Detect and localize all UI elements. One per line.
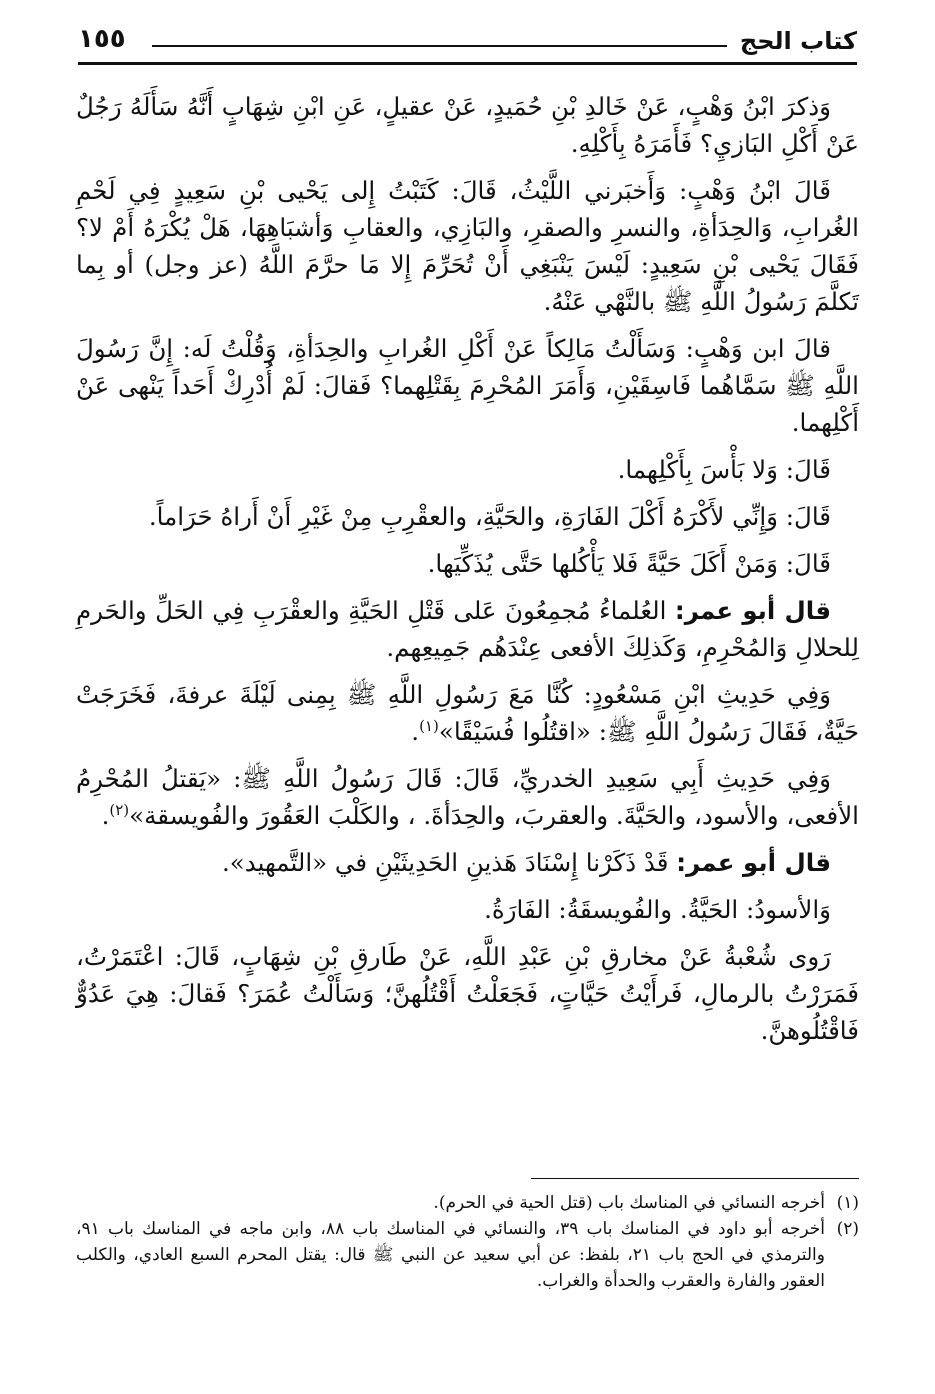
- footnote: [76, 1216, 859, 1294]
- paragraph: [76, 88, 859, 162]
- paragraph-text: قالَ ابن وَهْبٍ: وَسَأَلْتُ مَالِكاً عَنْ أَكْلِ الغُرابِ والحِدَأةِ، وَقُلْتُ لَه: إِنَّ رَسُولَ اللَّهِ ﷺ سَمَّاهُما فَاسِقَيْنِ، وَأَمَرَ المُحْرِمَ بِقَتْلِهما؟ فَقالَ: لَمْ أُدْرِكْ أَحَداً يَنْهى عَنْ أَكْلِهما.: [76, 334, 859, 437]
- paragraph: [76, 545, 859, 582]
- paragraph: [76, 451, 859, 488]
- paragraph-text: قَالَ ابْنُ وَهْبٍ: وَأَخبَرني اللَّيْثُ، قَالَ: كَتَبْتُ إِلى يَحْيى بْنِ سَعِيدٍ فِي لَحْمِ الغُرابِ، وَالحِدَأةِ، والنسرِ والصقرِ، والبَازِي، والعقابِ وَأشبَاهِهَا، هَلْ يُكْرَهُ أَمْ لا؟ فَقَالَ يَحْيى بْنِ سَعِيدٍ: لَيْسَ يَنْبَغِي أَنْ تُحَرِّمَ إِلا مَا حرَّمَ اللَّهُ (عز وجل) أو بِما تَكلَّمَ رَسُولُ اللَّهِ ﷺ بالنَّهْي عَنْهُ.: [76, 176, 859, 316]
- footnote-ref: (١): [419, 716, 439, 735]
- paragraph: [76, 498, 859, 535]
- footnote-number: (٢): [836, 1219, 859, 1239]
- footnote: [76, 1190, 859, 1216]
- paragraph-text: وَذكرَ ابْنُ وَهْبٍ، عَنْ خَالدِ بْنِ حُمَيدٍ، عَنْ عقيلٍ، عَنِ ابْنِ شِهَابٍ أَنَّهُ سَأَلَهُ رَجُلٌ عَنْ أَكْلِ البَازيِ؟ فَأَمَرَهُ بِأَكْلِهِ.: [76, 92, 859, 158]
- footnote-text: أخرجه النسائي في المناسك باب (قتل الحية في الحرم).: [433, 1193, 825, 1213]
- paragraph: [76, 592, 859, 666]
- paragraph-tail: .: [411, 717, 420, 746]
- paragraph-text: وَفِي حَدِيثِ أَبِي سَعِيدِ الخدريِّ، قَالَ: قَالَ رَسُولُ اللَّهِ ﷺ: «يَقتلُ المُحْرِمُ الأفعى، والأسود، والحَيَّةَ. والعقربَ، والحِدَأةَ. ، والكَلْبَ العَقُورَ والفُويسقة»: [76, 764, 859, 830]
- speaker-lead: قال أبو عمر:: [674, 596, 831, 625]
- main-text: [76, 88, 859, 1059]
- paragraph-text: قَدْ ذَكَرْنا إِسْنَادَ هَذينِ الحَدِيثَيْنِ في «التَّمهيد».: [221, 848, 677, 877]
- paragraph: [76, 938, 859, 1049]
- paragraph: [76, 330, 859, 441]
- paragraph-text: وَالأسودُ: الحَيَّةُ. والفُويسقَةُ: الفَارَةُ.: [484, 895, 831, 924]
- paragraph-text: قَالَ: وَإِنِّي لأَكْرَهُ أَكْلَ الفَارَةِ، والحَيَّةِ، والعقْرِبِ مِنْ غَيْرِ أَنْ أَراهُ حَرَاماً.: [148, 502, 831, 531]
- footnotes: [76, 1190, 859, 1294]
- footnote-number: (١): [836, 1193, 859, 1213]
- paragraph-text: وَفِي حَدِيثِ ابْنِ مَسْعُودٍ: كُنَّا مَعَ رَسُولِ اللَّهِ ﷺ بِمِنى لَيْلَةَ عرفةَ، فَخَرَجَتْ حَيَّةٌ، فَقَالَ رَسُولُ اللَّهِ ﷺ: «اقتُلُوا فُسَيْقًا»: [76, 680, 859, 746]
- paragraph: [76, 760, 859, 834]
- paragraph-text: رَوى شُعْبةُ عَنْ مخارقِ بْنِ عَبْدِ اللَّهِ، عَنْ طَارقِ بْنِ شِهَابٍ، قَالَ: اعْتَمَرْتُ، فَمَرَرْتُ بالرمالِ، فَرأَيْتُ حَيَّاتٍ، فَجَعَلْتُ أَقْتُلُهنَّ؛ وَسَأَلْتُ عُمَرَ؟ فَقالَ: هِيَ عَدُوٌّ فَاقْتُلُوهنَّ.: [76, 942, 859, 1045]
- paragraph-text: قَالَ: وَمَنْ أَكَلَ حَيَّةً فَلا يَأْكُلها حَتَّى يُذَكِّيَها.: [427, 549, 831, 578]
- paragraph: [76, 172, 859, 320]
- page-number: ١٥٥: [78, 24, 126, 54]
- running-title: كتاب الحج: [739, 27, 857, 55]
- header-rule-thick: [78, 62, 857, 65]
- paragraph: [76, 891, 859, 928]
- paragraph-tail: .: [101, 801, 110, 830]
- page-header: [78, 18, 857, 62]
- paragraph-text: قَالَ: وَلا بَأْسَ بِأَكْلِهما.: [617, 455, 831, 484]
- speaker-lead: قال أبو عمر:: [676, 848, 831, 877]
- footnote-text: أخرجه أبو داود في المناسك باب ٣٩، والنسائي في المناسك باب ٨٨، وابن ماجه في المناسك باب ٩١، والترمذي في الحج باب ٢١، بلفظ: عن أبي سعيد عن النبي ﷺ قال: يقتل المحرم السبع العادي، والكلب العقور والفارة والعقرب والحدأة والغراب.: [76, 1219, 825, 1291]
- footnote-ref: (٢): [109, 800, 130, 819]
- footnote-separator: [531, 1178, 859, 1179]
- paragraph: [76, 676, 859, 750]
- paragraph: [76, 844, 859, 881]
- header-rule-thin: [152, 45, 727, 47]
- paragraph-text: العُلماءُ مُجمِعُونَ عَلى قَتْلِ الحَيَّةِ والعقْرَبِ فِي الحَلِّ والحَرمِ لِلحلالِ وَالمُحْرِمِ، وَكَذلِكَ الأفعى عِنْدَهُم جَمِيعِهم.: [76, 596, 859, 662]
